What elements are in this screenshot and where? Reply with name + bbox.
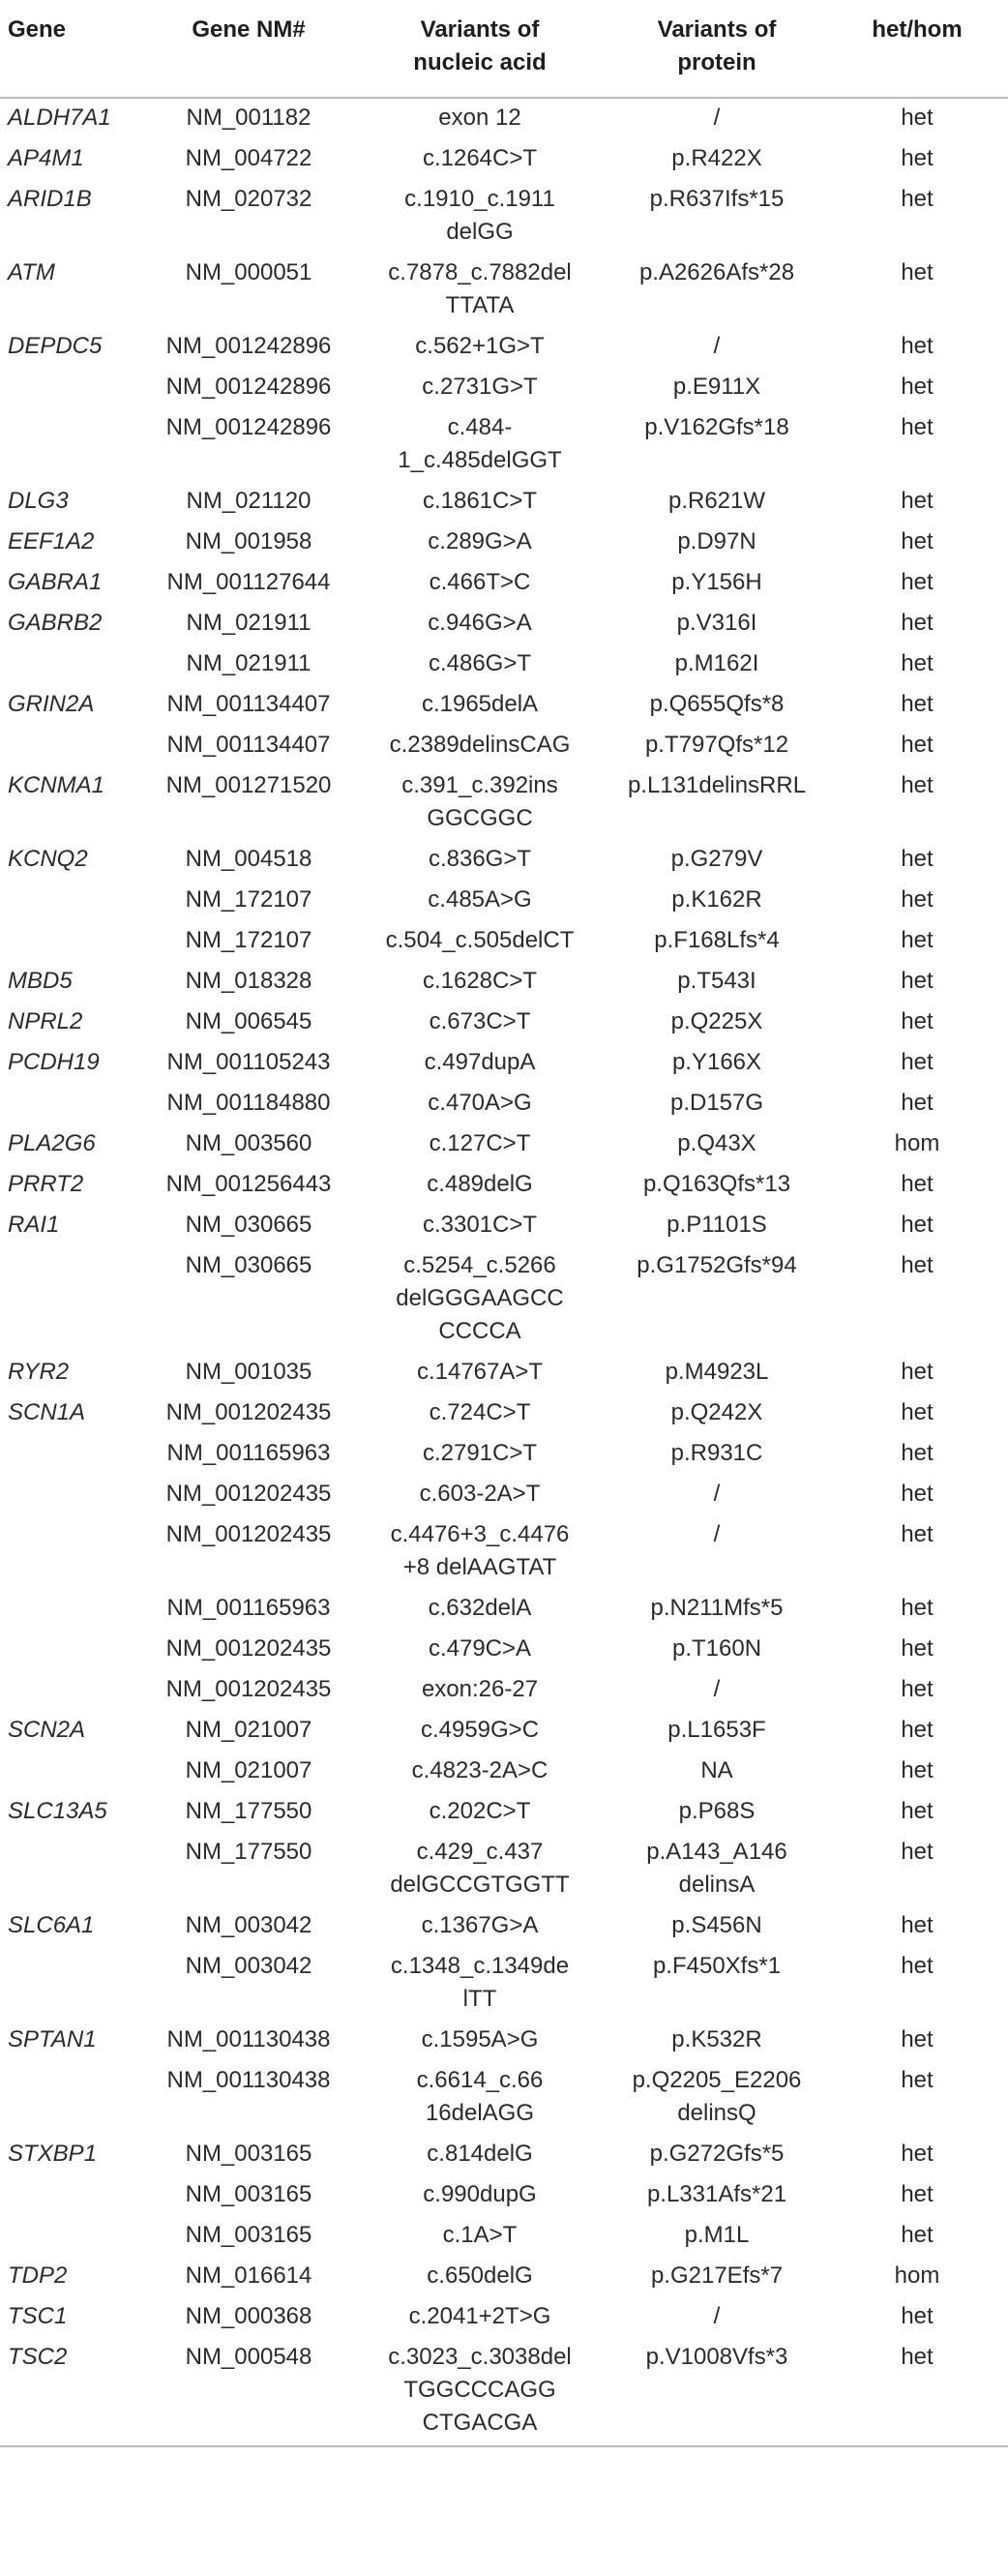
table-row: [0, 482, 1008, 523]
cell-nucleic-variant: c.1264C>T: [422, 145, 538, 171]
cell-protein-variant: p.M1L: [684, 2222, 750, 2248]
cell-gene: [0, 2061, 145, 2135]
cell-gene: [0, 1630, 145, 1670]
cell-nucleic-variant: c.429_c.437 delGCCGTGGTT: [390, 1839, 570, 1898]
cell-protein-variant: p.Q163Qfs*13: [642, 1171, 791, 1197]
cell-protein-variant: p.S456N: [671, 1912, 762, 1938]
cell-gene: PLA2G6: [8, 1130, 96, 1156]
cell-protein-variant: p.R422X: [671, 145, 762, 171]
cell-gene-nm: NM_177550: [185, 1798, 312, 1824]
cell-zygosity: het: [901, 1440, 934, 1466]
cell-protein-variant: p.R931C: [670, 1440, 763, 1466]
cell-gene-nm: NM_021120: [186, 488, 311, 514]
cell-protein-variant: p.T160N: [671, 1635, 762, 1662]
cell-zygosity: het: [901, 1839, 934, 1865]
cell-zygosity: het: [901, 1049, 934, 1075]
header-zygosity: het/hom: [826, 0, 1008, 98]
table-row: [0, 523, 1008, 563]
cell-zygosity: hom: [894, 1130, 940, 1156]
cell-gene-nm: NM_021911: [186, 610, 311, 636]
cell-gene-nm: NM_001202435: [165, 1481, 332, 1507]
cell-protein-variant: p.R637Ifs*15: [649, 186, 785, 212]
cell-protein-variant: p.D157G: [669, 1090, 764, 1116]
cell-protein-variant: p.L131delinsRRL: [627, 772, 807, 798]
header-protein-variants: Variants of protein: [608, 0, 826, 98]
header-row: [0, 0, 1008, 98]
cell-gene: [0, 1833, 145, 1906]
cell-protein-variant: NA: [700, 1757, 733, 1783]
cell-gene-nm: NM_001242896: [165, 374, 332, 400]
cell-protein-variant: /: [713, 1481, 721, 1507]
cell-gene-nm: NM_003165: [185, 2141, 312, 2167]
cell-gene: ALDH7A1: [8, 105, 111, 131]
table-row: [0, 98, 1008, 139]
cell-nucleic-variant: c.497dupA: [424, 1049, 536, 1075]
cell-gene-nm: NM_003165: [185, 2181, 312, 2207]
cell-zygosity: het: [901, 145, 934, 171]
table-row: [0, 180, 1008, 254]
table-row: [0, 139, 1008, 180]
cell-gene: DEPDC5: [8, 333, 103, 359]
table-row: [0, 563, 1008, 604]
cell-nucleic-variant: c.990dupG: [423, 2181, 537, 2207]
cell-zygosity: het: [901, 1008, 934, 1034]
cell-zygosity: het: [901, 1399, 934, 1425]
table-row: [0, 1003, 1008, 1043]
cell-protein-variant: p.M162I: [674, 650, 759, 676]
cell-zygosity: het: [901, 846, 934, 872]
cell-protein-variant: /: [713, 333, 721, 359]
cell-zygosity: het: [901, 610, 934, 636]
cell-gene-nm: NM_001127644: [166, 569, 331, 595]
cell-protein-variant: p.Y156H: [671, 569, 762, 595]
cell-zygosity: het: [901, 772, 934, 798]
cell-protein-variant: p.V162Gfs*18: [644, 414, 789, 440]
table-row: [0, 2021, 1008, 2061]
cell-nucleic-variant: c.479C>A: [428, 1635, 532, 1662]
cell-protein-variant: p.G217Efs*7: [650, 2262, 784, 2289]
table-row: [0, 1947, 1008, 2021]
cell-nucleic-variant: c.484- 1_c.485delGGT: [398, 414, 562, 473]
cell-gene-nm: NM_006545: [185, 1008, 312, 1034]
cell-gene: ATM: [8, 259, 55, 285]
cell-protein-variant: p.P1101S: [667, 1212, 767, 1238]
cell-gene: GABRB2: [8, 610, 103, 636]
cell-gene-nm: NM_000548: [145, 2338, 352, 2446]
cell-gene-nm: NM_001242896: [165, 333, 332, 359]
cell-gene-nm: NM_000051: [185, 259, 312, 285]
cell-zygosity: het: [901, 1090, 934, 1116]
cell-nucleic-variant: c.504_c.505delCT: [385, 927, 575, 953]
cell-protein-variant: p.D97N: [677, 528, 756, 554]
cell-nucleic-variant: c.470A>G: [428, 1090, 532, 1116]
cell-nucleic-variant: c.486G>T: [428, 650, 532, 676]
cell-gene: KCNQ2: [8, 846, 88, 872]
cell-gene-nm: NM_001105243: [166, 1049, 331, 1075]
cell-zygosity: het: [901, 1798, 934, 1824]
cell-gene: AP4M1: [8, 145, 84, 171]
cell-gene: GABRA1: [8, 569, 103, 595]
cell-nucleic-variant: c.14767A>T: [416, 1359, 544, 1385]
table-row: [0, 2257, 1008, 2297]
cell-gene: SLC13A5: [8, 1798, 107, 1824]
cell-gene-nm: NM_001165963: [166, 1595, 331, 1621]
cell-protein-variant: p.V1008Vfs*3: [608, 2338, 826, 2446]
cell-zygosity: het: [901, 927, 934, 953]
cell-zygosity: het: [901, 1757, 934, 1783]
table-row: [0, 1206, 1008, 1246]
cell-gene-nm: NM_000368: [185, 2303, 312, 2329]
cell-nucleic-variant: c.2731G>T: [422, 374, 538, 400]
cell-gene: [0, 2175, 145, 2216]
table-row: [0, 2175, 1008, 2216]
cell-nucleic-variant: c.127C>T: [429, 1130, 531, 1156]
table-row: [0, 1246, 1008, 1353]
table-row: [0, 1752, 1008, 1792]
cell-gene-nm: NM_172107: [185, 886, 312, 913]
cell-gene-nm: NM_003042: [185, 1912, 312, 1938]
cell-nucleic-variant: c.4823-2A>C: [411, 1757, 548, 1783]
table-row: [0, 2061, 1008, 2135]
cell-protein-variant: /: [713, 1676, 721, 1702]
cell-gene-nm: NM_021007: [185, 1717, 312, 1743]
cell-gene: [0, 881, 145, 921]
cell-nucleic-variant: c.202C>T: [429, 1798, 531, 1824]
cell-gene: TSC1: [8, 2303, 68, 2329]
cell-zygosity: het: [901, 1953, 934, 1979]
cell-gene-nm: NM_001130438: [166, 2067, 331, 2093]
cell-gene: SPTAN1: [8, 2026, 97, 2052]
cell-protein-variant: p.G279V: [670, 846, 763, 872]
cell-gene-nm: NM_177550: [185, 1839, 312, 1865]
cell-gene: GRIN2A: [8, 691, 95, 717]
table-row: [0, 726, 1008, 766]
table-row: [0, 2135, 1008, 2175]
cell-gene-nm: NM_001256443: [165, 1171, 332, 1197]
cell-nucleic-variant: c.7878_c.7882del TTATA: [388, 259, 572, 318]
table-row: [0, 1906, 1008, 1947]
table-row: [0, 921, 1008, 962]
cell-nucleic-variant: c.2389delinsCAG: [389, 732, 571, 758]
cell-gene-nm: NM_001134407: [166, 691, 331, 717]
cell-nucleic-variant: c.2791C>T: [422, 1440, 538, 1466]
cell-gene-nm: NM_001202435: [165, 1635, 332, 1662]
cell-nucleic-variant: c.391_c.392ins GGCGGC: [401, 772, 558, 831]
cell-gene-nm: NM_003165: [185, 2222, 312, 2248]
cell-zygosity: het: [901, 1717, 934, 1743]
cell-gene-nm: NM_030665: [185, 1252, 312, 1278]
cell-zygosity: het: [826, 2338, 1008, 2446]
cell-nucleic-variant: exon 12: [438, 105, 521, 131]
table-header: [0, 0, 1008, 98]
cell-gene: [0, 921, 145, 962]
cell-protein-variant: p.Q242X: [670, 1399, 763, 1425]
cell-gene: [0, 1589, 145, 1630]
cell-nucleic-variant: c.2041+2T>G: [408, 2303, 551, 2329]
cell-nucleic-variant: c.836G>T: [428, 846, 532, 872]
cell-nucleic-variant: c.466T>C: [429, 569, 531, 595]
cell-gene-nm: NM_001165963: [166, 1440, 331, 1466]
cell-gene: [0, 644, 145, 685]
cell-gene: SCN2A: [8, 1717, 86, 1743]
cell-nucleic-variant: c.562+1G>T: [415, 333, 545, 359]
cell-protein-variant: /: [713, 105, 721, 131]
cell-nucleic-variant: c.1861C>T: [422, 488, 538, 514]
cell-nucleic-variant: c.673C>T: [429, 1008, 531, 1034]
cell-protein-variant: p.A143_A146 delinsA: [646, 1839, 787, 1898]
cell-zygosity: het: [901, 2303, 934, 2329]
cell-gene-nm: NM_001130438: [166, 2026, 331, 2052]
cell-nucleic-variant: c.1348_c.1349de lTT: [390, 1953, 570, 2012]
cell-gene-nm: NM_001271520: [165, 772, 332, 798]
cell-gene: [0, 1084, 145, 1124]
cell-zygosity: het: [901, 1481, 934, 1507]
cell-protein-variant: p.L1653F: [667, 1717, 766, 1743]
cell-gene: TSC2: [0, 2338, 145, 2446]
cell-protein-variant: p.L331Afs*21: [646, 2181, 787, 2207]
cell-zygosity: het: [901, 1171, 934, 1197]
cell-gene: [0, 408, 145, 482]
cell-gene: [0, 1434, 145, 1475]
cell-zygosity: het: [901, 2141, 934, 2167]
cell-gene-nm: NM_001202435: [165, 1521, 332, 1547]
cell-nucleic-variant: c.3301C>T: [422, 1212, 538, 1238]
cell-zygosity: het: [901, 333, 934, 359]
table-row: [0, 685, 1008, 726]
cell-gene: [0, 1475, 145, 1515]
cell-nucleic-variant: c.603-2A>T: [419, 1481, 541, 1507]
cell-gene: SCN1A: [8, 1399, 86, 1425]
cell-zygosity: het: [901, 259, 934, 285]
cell-protein-variant: p.A2626Afs*28: [638, 259, 795, 285]
table-row: [0, 2297, 1008, 2338]
table-body: [0, 98, 1008, 2446]
cell-nucleic-variant: c.1A>T: [442, 2222, 518, 2248]
table-row: [0, 766, 1008, 840]
table-row: [0, 1792, 1008, 1833]
cell-gene-nm: NM_004722: [185, 145, 312, 171]
table-row: [0, 368, 1008, 408]
cell-nucleic-variant: c.1965delA: [421, 691, 539, 717]
cell-gene: STXBP1: [8, 2141, 98, 2167]
cell-zygosity: het: [901, 1912, 934, 1938]
cell-zygosity: het: [901, 488, 934, 514]
cell-gene-nm: NM_172107: [185, 927, 312, 953]
cell-gene-nm: NM_001182: [186, 105, 311, 131]
cell-gene: PCDH19: [8, 1049, 100, 1075]
cell-zygosity: hom: [894, 2262, 940, 2289]
cell-gene-nm: NM_001242896: [165, 414, 332, 440]
cell-gene-nm: NM_004518: [185, 846, 312, 872]
cell-gene: PRRT2: [8, 1171, 84, 1197]
cell-gene: [0, 1947, 145, 2021]
cell-protein-variant: p.E911X: [672, 374, 761, 400]
table-row: [0, 327, 1008, 368]
cell-zygosity: het: [901, 1676, 934, 1702]
cell-protein-variant: p.N211Mfs*5: [650, 1595, 784, 1621]
cell-nucleic-variant: c.289G>A: [428, 528, 532, 554]
cell-protein-variant: p.V316I: [676, 610, 757, 636]
cell-zygosity: het: [901, 1521, 934, 1547]
cell-nucleic-variant: c.4476+3_c.4476 +8 delAAGTAT: [390, 1521, 570, 1580]
cell-gene-nm: NM_003042: [185, 1953, 312, 1979]
cell-nucleic-variant: c.650delG: [427, 2262, 533, 2289]
cell-protein-variant: /: [713, 2303, 721, 2329]
cell-gene: [0, 368, 145, 408]
cell-protein-variant: p.G272Gfs*5: [649, 2141, 785, 2167]
cell-gene: MBD5: [8, 968, 73, 994]
cell-protein-variant: p.K532R: [671, 2026, 762, 2052]
cell-zygosity: het: [901, 186, 934, 212]
cell-nucleic-variant: c.3023_c.3038del TGGCCCAGG CTGACGA: [352, 2338, 608, 2446]
cell-gene: [0, 1752, 145, 1792]
cell-gene: [0, 726, 145, 766]
cell-protein-variant: p.Q43X: [677, 1130, 756, 1156]
cell-protein-variant: /: [713, 1521, 721, 1547]
cell-zygosity: het: [901, 2222, 934, 2248]
table-row: [0, 2338, 1008, 2446]
cell-nucleic-variant: c.5254_c.5266 delGGGAAGCC CCCCA: [396, 1252, 564, 1344]
cell-gene-nm: NM_020732: [185, 186, 312, 212]
cell-nucleic-variant: c.485A>G: [428, 886, 532, 913]
cell-protein-variant: p.M4923L: [665, 1359, 769, 1385]
cell-nucleic-variant: c.946G>A: [428, 610, 532, 636]
cell-protein-variant: p.T543I: [677, 968, 756, 994]
cell-zygosity: het: [901, 2181, 934, 2207]
cell-gene: RYR2: [8, 1359, 70, 1385]
cell-protein-variant: p.T797Qfs*12: [644, 732, 789, 758]
cell-zygosity: het: [901, 1212, 934, 1238]
table-row: [0, 1515, 1008, 1589]
header-nucleic-acid-variants: Variants of nucleic acid: [352, 0, 608, 98]
cell-nucleic-variant: c.1367G>A: [421, 1912, 539, 1938]
cell-zygosity: het: [901, 886, 934, 913]
cell-gene: DLG3: [8, 488, 69, 514]
cell-gene: [0, 2216, 145, 2257]
cell-gene-nm: NM_021911: [186, 650, 311, 676]
table-row: [0, 1475, 1008, 1515]
cell-zygosity: het: [901, 691, 934, 717]
cell-gene: [0, 1246, 145, 1353]
cell-gene-nm: NM_001035: [185, 1359, 312, 1385]
table-row: [0, 1393, 1008, 1434]
cell-gene-nm: NM_001202435: [165, 1676, 332, 1702]
cell-gene-nm: NM_003560: [185, 1130, 312, 1156]
cell-gene: [0, 1670, 145, 1711]
cell-gene: ARID1B: [8, 186, 92, 212]
cell-gene: EEF1A2: [8, 528, 95, 554]
cell-nucleic-variant: c.814delG: [427, 2141, 533, 2167]
table-row: [0, 408, 1008, 482]
table-row: [0, 881, 1008, 921]
table-row: [0, 2216, 1008, 2257]
cell-gene-nm: NM_001958: [185, 528, 312, 554]
cell-zygosity: het: [901, 2026, 934, 2052]
header-gene: Gene: [0, 0, 145, 98]
cell-protein-variant: p.F168Lfs*4: [654, 927, 780, 953]
cell-zygosity: het: [901, 1635, 934, 1662]
cell-gene-nm: NM_018328: [185, 968, 312, 994]
table-row: [0, 1630, 1008, 1670]
table-row: [0, 1124, 1008, 1165]
table-row: [0, 1589, 1008, 1630]
cell-nucleic-variant: c.1628C>T: [422, 968, 538, 994]
cell-gene-nm: NM_021007: [185, 1757, 312, 1783]
cell-gene: [0, 1515, 145, 1589]
table-row: [0, 1711, 1008, 1752]
cell-zygosity: het: [901, 528, 934, 554]
cell-zygosity: het: [901, 105, 934, 131]
header-gene-nm: Gene NM#: [145, 0, 352, 98]
cell-nucleic-variant: exon:26-27: [421, 1676, 539, 1702]
cell-zygosity: het: [901, 1359, 934, 1385]
cell-gene: TDP2: [8, 2262, 68, 2289]
table-row: [0, 604, 1008, 644]
table-row: [0, 1670, 1008, 1711]
cell-nucleic-variant: c.724C>T: [429, 1399, 531, 1425]
cell-zygosity: het: [901, 569, 934, 595]
cell-gene-nm: NM_030665: [185, 1212, 312, 1238]
cell-gene-nm: NM_001134407: [166, 732, 331, 758]
table-row: [0, 962, 1008, 1003]
cell-zygosity: het: [901, 732, 934, 758]
cell-nucleic-variant: c.632delA: [428, 1595, 532, 1621]
table-row: [0, 840, 1008, 881]
cell-gene: RAI1: [8, 1212, 60, 1238]
cell-zygosity: het: [901, 968, 934, 994]
cell-gene-nm: NM_001184880: [166, 1090, 331, 1116]
table-row: [0, 254, 1008, 327]
cell-gene: NPRL2: [8, 1008, 83, 1034]
cell-zygosity: het: [901, 374, 934, 400]
cell-protein-variant: p.F450Xfs*1: [652, 1953, 782, 1979]
cell-protein-variant: p.G1752Gfs*94: [637, 1252, 797, 1278]
cell-nucleic-variant: c.489delG: [427, 1171, 533, 1197]
table-row: [0, 1434, 1008, 1475]
cell-nucleic-variant: c.4959G>C: [420, 1717, 540, 1743]
cell-zygosity: het: [901, 2067, 934, 2093]
table-row: [0, 644, 1008, 685]
cell-protein-variant: p.Q225X: [670, 1008, 763, 1034]
cell-protein-variant: p.Q655Qfs*8: [649, 691, 785, 717]
cell-protein-variant: p.Q2205_E2206 delinsQ: [632, 2067, 802, 2126]
cell-nucleic-variant: c.6614_c.66 16delAGG: [416, 2067, 544, 2126]
cell-zygosity: het: [901, 1252, 934, 1278]
cell-gene: KCNMA1: [8, 772, 105, 798]
cell-zygosity: het: [901, 414, 934, 440]
cell-protein-variant: p.P68S: [678, 1798, 756, 1824]
table-row: [0, 1084, 1008, 1124]
cell-gene: SLC6A1: [8, 1912, 95, 1938]
cell-zygosity: het: [901, 650, 934, 676]
cell-gene-nm: NM_001202435: [165, 1399, 332, 1425]
table-row: [0, 1833, 1008, 1906]
cell-protein-variant: p.Y166X: [671, 1049, 762, 1075]
cell-gene-nm: NM_016614: [185, 2262, 312, 2289]
cell-zygosity: het: [901, 1595, 934, 1621]
cell-protein-variant: p.R621W: [667, 488, 766, 514]
table-row: [0, 1165, 1008, 1206]
cell-protein-variant: p.K162R: [671, 886, 762, 913]
cell-nucleic-variant: c.1910_c.1911 delGG: [404, 186, 555, 245]
cell-nucleic-variant: c.1595A>G: [421, 2026, 539, 2052]
table-row: [0, 1353, 1008, 1393]
table-row: [0, 1043, 1008, 1084]
